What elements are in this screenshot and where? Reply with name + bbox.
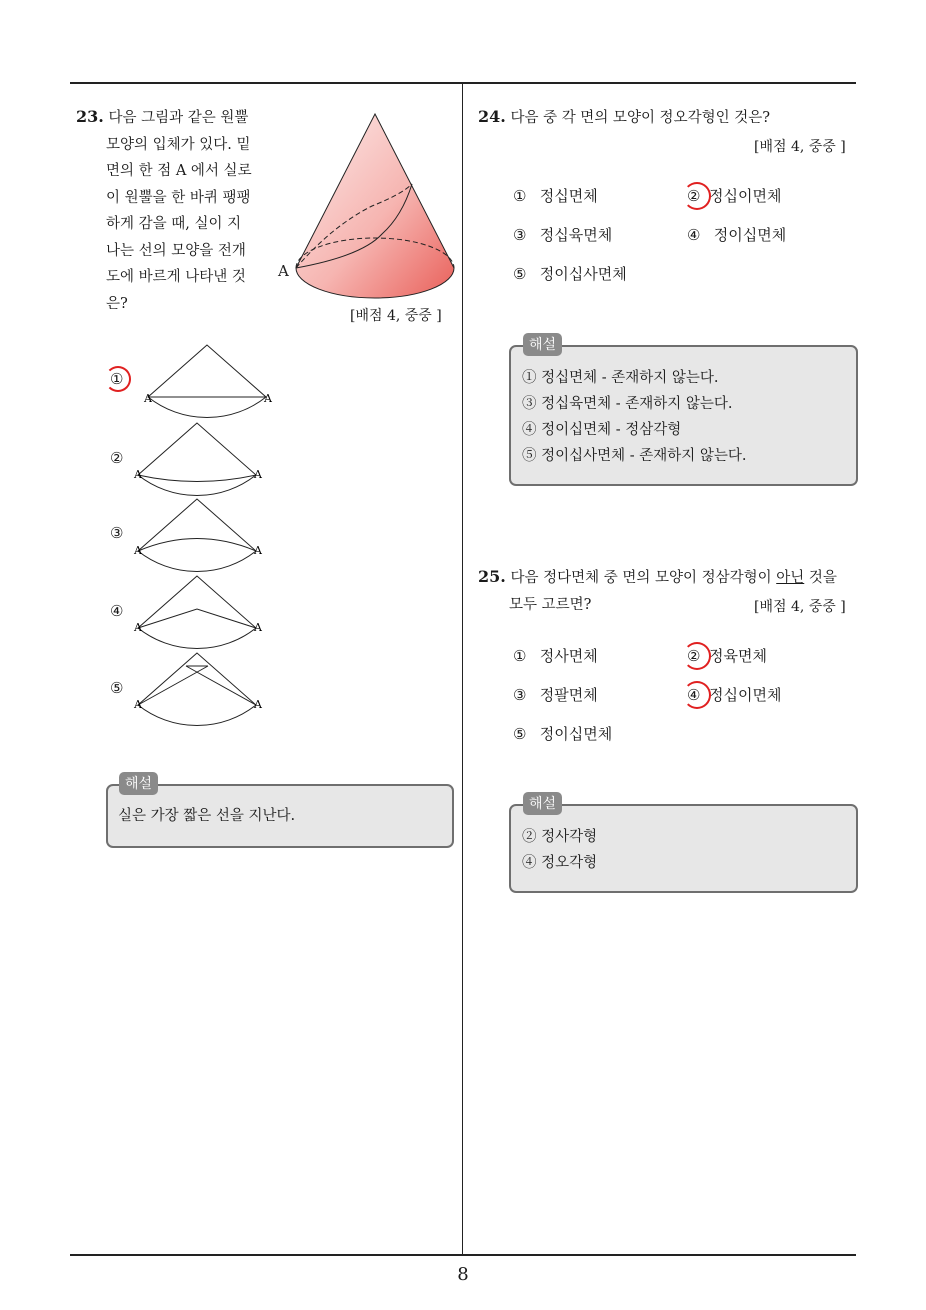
question-23-number: 23. — [76, 107, 104, 126]
answer-mark-circle — [683, 681, 711, 709]
sector-net-3 — [130, 496, 270, 578]
question-24-number: 24. — [478, 107, 506, 126]
bottom-rule — [70, 1254, 856, 1256]
answer-mark-circle — [683, 642, 711, 670]
point-a-left: A — [134, 544, 142, 557]
question-25-text: 25. 다음 정다면체 중 면의 모양이 정삼각형이 아닌 것을 모두 고르면? — [478, 567, 837, 613]
answer-mark-circle — [683, 182, 711, 210]
q25-option-1[interactable]: ① 정사면체 — [513, 647, 598, 665]
q24-option-3[interactable]: ③ 정십육면체 — [513, 226, 613, 244]
top-rule — [70, 82, 856, 84]
choice-1-number: ① — [110, 370, 124, 388]
point-a-left: A — [144, 392, 152, 405]
point-a-left: A — [134, 621, 142, 634]
point-a-right: A — [264, 392, 272, 405]
question-25-number: 25. — [478, 567, 506, 586]
explanation-line: ⑤ 정이십사면체 - 존재하지 않는다. — [522, 448, 747, 464]
explanation-line: ④ 정오각형 — [522, 855, 598, 871]
question-24-text: 24. 다음 중 각 면의 모양이 정오각형인 것은? — [478, 107, 770, 126]
q25-option-4[interactable]: ④ 정십이면체 — [687, 686, 782, 704]
cone-figure — [272, 106, 462, 306]
choice-3-number: ③ — [110, 524, 124, 542]
sector-net-4 — [130, 573, 270, 655]
question-25-meta: [배점 4, 중중 ] — [754, 599, 846, 615]
explanation-line: 실은 가장 짧은 선을 지난다. — [118, 808, 296, 824]
q25-option-3[interactable]: ③ 정팔면체 — [513, 686, 598, 704]
explanation-line: ② 정사각형 — [522, 829, 598, 845]
column-divider — [462, 83, 463, 1255]
sector-net-2 — [130, 420, 270, 502]
point-a-left: A — [134, 698, 142, 711]
q24-option-2[interactable]: ② 정십이면체 — [687, 187, 782, 205]
explanation-line: ③ 정십육면체 - 존재하지 않는다. — [522, 396, 733, 412]
explanation-line: ① 정십면체 - 존재하지 않는다. — [522, 370, 719, 386]
choice-5-number: ⑤ — [110, 679, 124, 697]
underlined-word: 아닌 — [776, 570, 805, 586]
point-a-right: A — [254, 698, 262, 711]
cone-point-label: A — [278, 262, 289, 280]
answer-mark-circle — [105, 366, 131, 392]
q24-option-4[interactable]: ④ 정이십면체 — [687, 226, 787, 244]
page-number: 8 — [457, 1264, 469, 1285]
explanation-tag: 해설 — [523, 792, 562, 815]
question-23-text: 23. 다음 그림과 같은 원뿔 모양의 입체가 있다. 밑 면의 한 점 A 에서 실로 이 원뿔을 한 바퀴 팽팽 하게 감을 때, 실이 지 나는 선의 모양을 전개 도에 바르게 나타낸 것 은? — [76, 107, 252, 312]
point-a-left: A — [134, 468, 142, 481]
question-23-meta: [배점 4, 중중 ] — [350, 308, 442, 324]
question-24-meta: [배점 4, 중중 ] — [754, 139, 846, 155]
point-a-right: A — [254, 621, 262, 634]
q25-option-5[interactable]: ⑤ 정이십면체 — [513, 725, 613, 743]
explanation-tag: 해설 — [523, 333, 562, 356]
point-a-right: A — [254, 468, 262, 481]
question-25-explanation-box — [509, 804, 858, 893]
q24-option-1[interactable]: ① 정십면체 — [513, 187, 598, 205]
q24-option-5[interactable]: ⑤ 정이십사면체 — [513, 265, 627, 283]
choice-2-number: ② — [110, 449, 124, 467]
explanation-line: ④ 정이십면체 - 정삼각형 — [522, 422, 682, 438]
q25-option-2[interactable]: ② 정육면체 — [687, 647, 767, 665]
explanation-tag: 해설 — [119, 772, 158, 795]
choice-4-number: ④ — [110, 602, 124, 620]
point-a-right: A — [254, 544, 262, 557]
sector-net-5 — [130, 650, 270, 732]
sector-net-1 — [140, 342, 280, 424]
